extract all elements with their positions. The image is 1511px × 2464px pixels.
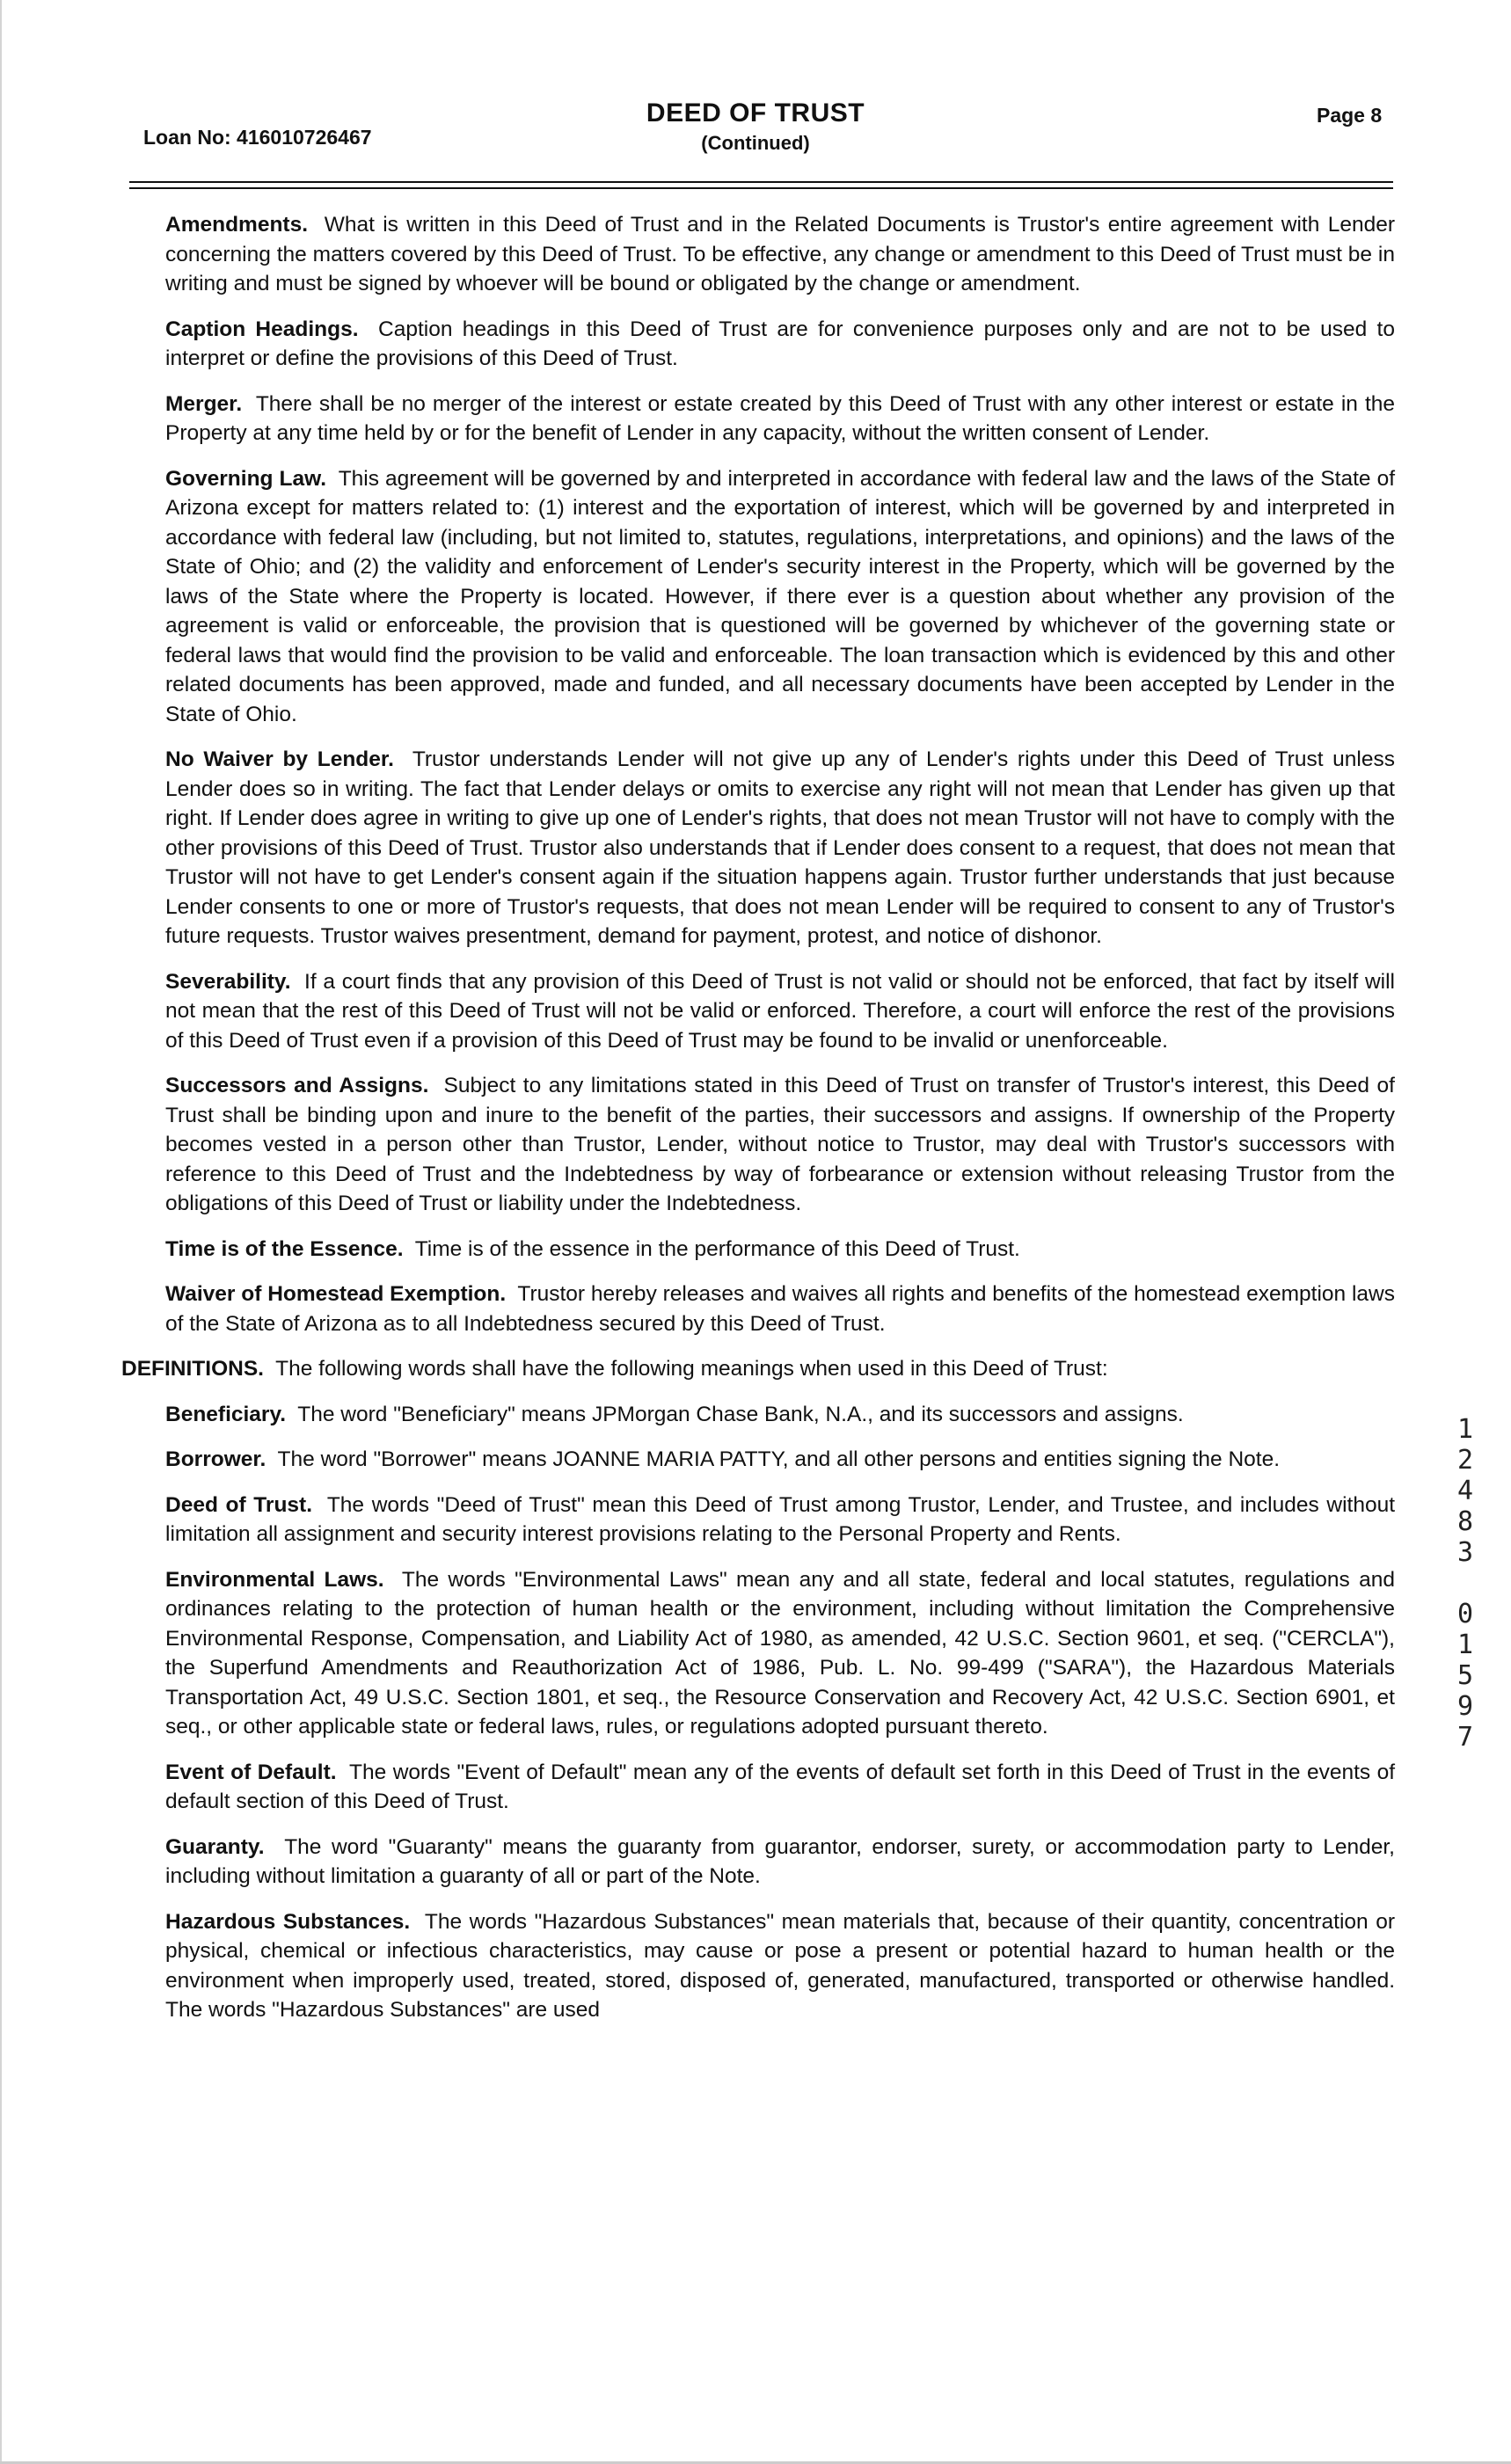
definitions-intro bbox=[121, 1354, 1395, 1384]
document-title: DEED OF TRUST bbox=[646, 98, 865, 128]
margin-code-char: 8 bbox=[1456, 1506, 1474, 1537]
document-subtitle: (Continued) bbox=[701, 132, 810, 154]
margin-code-char: 7 bbox=[1456, 1722, 1474, 1753]
document-body bbox=[121, 210, 1396, 2041]
section-homestead bbox=[165, 1279, 1395, 1338]
section-severability bbox=[165, 967, 1395, 1056]
section-successors bbox=[165, 1071, 1395, 1219]
definition-borrower bbox=[165, 1445, 1395, 1475]
definition-text: The words "Deed of Trust" mean this Deed of Trust among Trustor, Lender, and Trustee, and includes without limitation all assignment and security interest provisions relating to the Personal Property and Rents. bbox=[165, 1492, 1396, 1546]
section-governing-law bbox=[165, 464, 1395, 730]
section-text: Time is of the essence in the performance of this Deed of Trust. bbox=[414, 1236, 1020, 1261]
section-heading: Time is of the Essence. bbox=[165, 1236, 404, 1261]
margin-code-char: 1 bbox=[1456, 1629, 1474, 1660]
margin-code-char: 9 bbox=[1456, 1691, 1474, 1722]
definition-guaranty bbox=[165, 1833, 1395, 1892]
recording-margin-code bbox=[1449, 1414, 1481, 1753]
definition-text: The words "Hazardous Substances" mean materials that, because of their quantity, concentration or physical, chemical or infectious characteristics, may cause or pose a present or potential hazard to human health or the environment when improperly used, treated, stored, disposed of, generated, manufactured, transported or otherwise handled. The words "Hazardous Substances" are used bbox=[165, 1909, 1396, 2022]
section-text: Trustor hereby releases and waives all rights and benefits of the homestead exemption laws of the State of Arizona as to all Indebtedness secured by this Deed of Trust. bbox=[165, 1282, 1395, 1336]
definitions-heading: DEFINITIONS. bbox=[121, 1357, 264, 1381]
definition-term: Environmental Laws. bbox=[165, 1567, 384, 1592]
margin-code-char: 5 bbox=[1456, 1660, 1474, 1691]
margin-code-char: 3 bbox=[1456, 1537, 1474, 1568]
margin-code-char: 2 bbox=[1456, 1445, 1474, 1476]
margin-code-char: 4 bbox=[1456, 1476, 1474, 1506]
section-heading: Waiver of Homestead Exemption. bbox=[165, 1282, 507, 1306]
margin-code-char: 0 bbox=[1456, 1599, 1474, 1629]
definition-deed-of-trust bbox=[165, 1491, 1395, 1549]
section-heading: Successors and Assigns. bbox=[165, 1074, 429, 1097]
section-heading: No Waiver by Lender. bbox=[165, 747, 394, 771]
loan-number: Loan No: 416010726467 bbox=[143, 126, 372, 149]
section-heading: Merger. bbox=[165, 391, 243, 416]
section-heading: Governing Law. bbox=[165, 466, 327, 491]
section-text: What is written in this Deed of Trust and in the Related Documents is Trustor's entire agreement with Lender concerning the matters covered by this Deed of Trust. To be effective, any change or amendment to this Deed of Trust must be in writing and must be signed by whoever will be bound or obligated by the change or amendment. bbox=[165, 213, 1395, 295]
definitions-intro-text: The following words shall have the following meanings when used in this Deed of Trust: bbox=[275, 1357, 1108, 1381]
definition-environmental-laws bbox=[165, 1565, 1395, 1742]
definition-term: Event of Default. bbox=[165, 1760, 337, 1784]
section-merger bbox=[165, 390, 1395, 448]
page-number: Page 8 bbox=[1317, 104, 1383, 127]
page-edge bbox=[0, 0, 2, 2464]
section-time-essence bbox=[165, 1235, 1395, 1265]
section-text: Subject to any limitations stated in this Deed of Trust on transfer of Trustor's interest, this Deed of Trust shall be binding upon and inure to the benefit of the parties, their successors and assigns. If ownership of the Property becomes vested in a person other than Trustor, Lender, without notice to Trustor, may deal with Trustor's successors with reference to this Deed of Trust and the Indebtedness by way of forbearance or extension without releasing Trustor from the obligations of this Deed of Trust or liability under the Indebtedness. bbox=[165, 1074, 1395, 1215]
definition-text: The word "Guaranty" means the guaranty from guarantor, endorser, surety, or accommodation party to Lender, including without limitation a guaranty of all or part of the Note. bbox=[165, 1834, 1395, 1888]
definition-term: Beneficiary. bbox=[165, 1402, 287, 1426]
section-text: This agreement will be governed by and interpreted in accordance with federal law and the laws of the State of Arizona except for matters related to: (1) interest and the exportation of interest, which will be governed by and interpreted in accordance with federal law (including, but not limited to, statutes, regulations, interpretations, and opinions) and the laws of the State of Ohio; and (2) the validity and enforcement of Lender's security interest in the Property, which will be governed by the laws of the State where the Property is located. However, if there ever is a question about whether any provision of the agreement is valid or enforceable, the provision that is questioned will be governed by whichever of the governing state or federal laws that would find the provision to be valid and enforceable. The loan transaction which is evidenced by this and other related documents has been approved, made and funded, and all necessary documents have been accepted by Lender in the State of Ohio. bbox=[165, 466, 1396, 726]
definition-term: Deed of Trust. bbox=[165, 1492, 313, 1517]
definition-text: The word "Borrower" means JOANNE MARIA PATTY, and all other persons and entities signing the Note. bbox=[277, 1447, 1281, 1471]
definition-text: The words "Event of Default" mean any of the events of default set forth in this Deed of Trust in the events of default section of this Deed of Trust. bbox=[165, 1760, 1396, 1813]
header-rule-top bbox=[129, 181, 1393, 183]
section-no-waiver bbox=[165, 745, 1395, 951]
section-heading: Caption Headings. bbox=[165, 317, 359, 341]
section-caption-headings bbox=[165, 315, 1395, 374]
definition-text: The word "Beneficiary" means JPMorgan Chase Bank, N.A., and its successors and assigns. bbox=[297, 1402, 1184, 1426]
section-heading: Amendments. bbox=[165, 213, 309, 237]
definition-hazardous-substances bbox=[165, 1907, 1395, 2025]
definition-term: Borrower. bbox=[165, 1447, 266, 1471]
definition-event-of-default bbox=[165, 1758, 1395, 1817]
section-text: Caption headings in this Deed of Trust are for convenience purposes only and are not to be used to interpret or define the provisions of this Deed of Trust. bbox=[165, 317, 1395, 370]
section-heading: Severability. bbox=[165, 969, 291, 994]
definition-beneficiary bbox=[165, 1400, 1395, 1430]
section-text: If a court finds that any provision of this Deed of Trust is not valid or should not be enforced, that fact by itself will not mean that the rest of this Deed of Trust will not be valid or enforced. Therefore, a court will enforce the rest of the provisions of this Deed of Trust even if a provision of this Deed of Trust may be found to be invalid or unenforceable. bbox=[165, 969, 1395, 1053]
section-text: Trustor understands Lender will not give up any of Lender's rights under this Deed of Trust unless Lender does so in writing. The fact that Lender delays or omits to exercise any right will not mean that Lender has given up that right. If Lender does agree in writing to give up one of Lender's rights, that does not mean Trustor will not have to comply with the other provisions of this Deed of Trust. Trustor also understands that if Lender does consent to a request, that does not mean that Trustor will not have to get Lender's consent again if the situation happens again. Trustor further understands that just because Lender consents to one or more of Trustor's requests, that does not mean Lender will be required to consent to any of Trustor's future requests. Trustor waives presentment, demand for payment, protest, and notice of dishonor. bbox=[165, 747, 1396, 948]
section-text: There shall be no merger of the interest or estate created by this Deed of Trust with any other interest or estate in the Property at any time held by or for the benefit of Lender in any capacity, without the written consent of Lender. bbox=[165, 391, 1396, 445]
definition-text: The words "Environmental Laws" mean any and all state, federal and local statutes, regulations and ordinances relating to the protection of human health or the environment, including without limitation the Comprehensive Environmental Response, Compensation, and Liability Act of 1980, as amended, 42 U.S.C. Section 9601, et seq. ("CERCLA"), the Superfund Amendments and Reauthorization Act of 1986, Pub. L. No. 99-499 ("SARA"), the Hazardous Materials Transportation Act, 49 U.S.C. Section 1801, et seq., the Resource Conservation and Recovery Act, 42 U.S.C. Section 6901, et seq., or other applicable state or federal laws, rules, or regulations adopted pursuant thereto. bbox=[165, 1567, 1396, 1739]
definition-term: Hazardous Substances. bbox=[165, 1909, 411, 1934]
definition-term: Guaranty. bbox=[165, 1834, 265, 1859]
margin-code-char: 1 bbox=[1456, 1414, 1474, 1445]
margin-code-gap bbox=[1449, 1568, 1481, 1599]
header-rule-bottom bbox=[129, 187, 1393, 189]
section-amendments bbox=[165, 210, 1395, 299]
